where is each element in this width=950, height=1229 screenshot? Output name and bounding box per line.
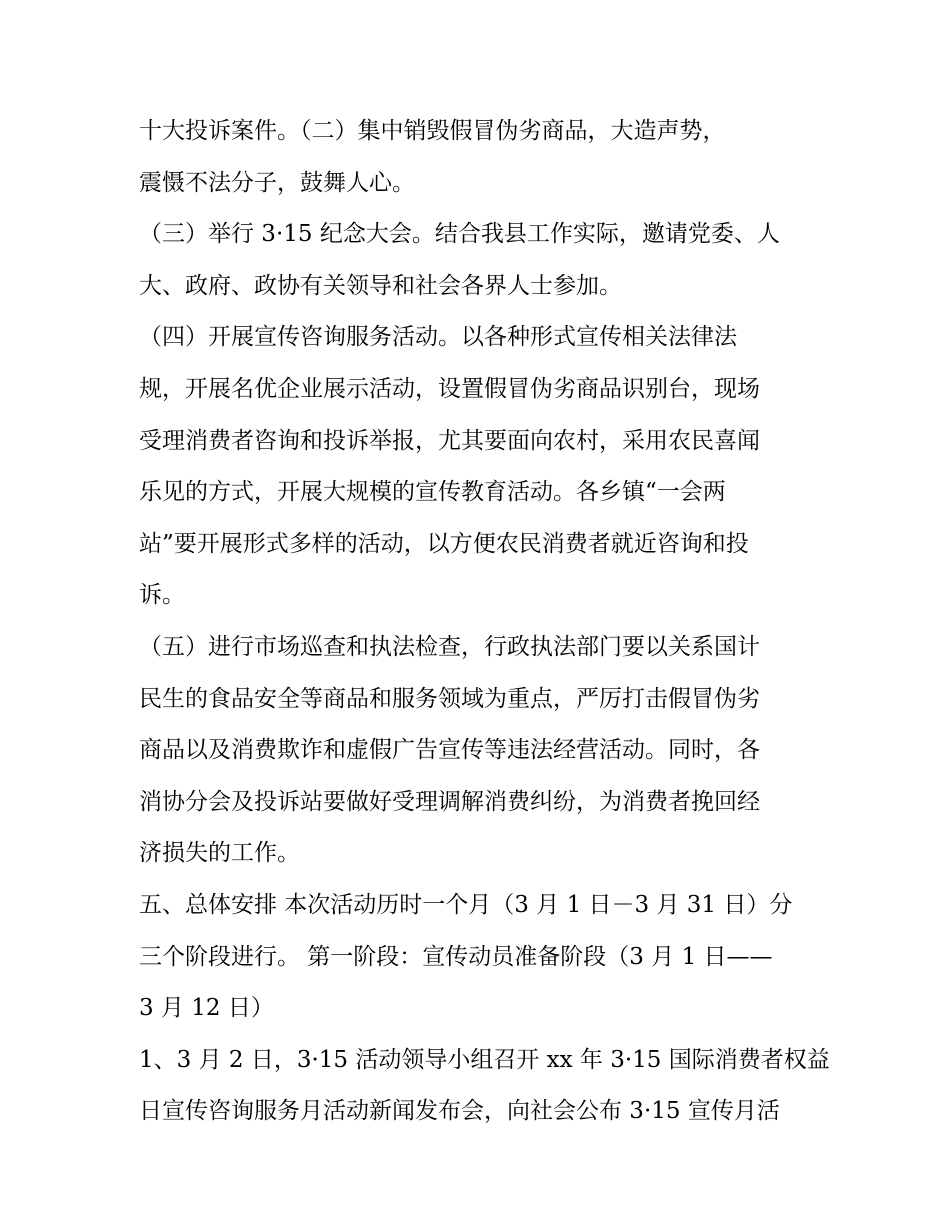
text-line: 规，开展名优企业展示活动，设置假冒伪劣商品识别台，现场: [139, 375, 760, 402]
text-line: 日宣传咨询服务月活动新闻发布会，向社会公布 3·15 宣传月活: [139, 1098, 780, 1125]
text-line: （四）开展宣传咨询服务活动。以各种形式宣传相关法律法: [139, 324, 737, 351]
text-line: 五、总体安排 本次活动历时一个月（3 月 1 日－3 月 31 日）分: [139, 891, 793, 918]
text-line: 大、政府、政协有关领导和社会各界人士参加。: [139, 272, 622, 299]
text-line: 诉。: [139, 582, 185, 609]
text-line: 站”要开展形式多样的活动，以方便农民消费者就近咨询和投: [139, 530, 749, 557]
document-body: [139, 109, 829, 1141]
text-line: 济损失的工作。: [139, 840, 300, 867]
text-line: 乐见的方式，开展大规模的宣传教育活动。各乡镇“一会两: [139, 479, 726, 506]
text-line: 受理消费者咨询和投诉举报，尤其要面向农村，采用农民喜闻: [139, 427, 760, 454]
text-line: 商品以及消费欺诈和虚假广告宣传等违法经营活动。同时，各: [139, 737, 760, 764]
text-line: 3 月 12 日）: [139, 995, 274, 1022]
text-line: （五）进行市场巡查和执法检查，行政执法部门要以关系国计: [139, 633, 760, 660]
text-line: 三个阶段进行。 第一阶段：宣传动员准备阶段（3 月 1 日——: [139, 943, 773, 970]
text-line: （三）举行 3·15 纪念大会。结合我县工作实际，邀请党委、人: [139, 221, 780, 248]
text-line: 1、3 月 2 日，3·15 活动领导小组召开 xx 年 3·15 国际消费者权益: [139, 1046, 830, 1073]
text-line: 民生的食品安全等商品和服务领域为重点，严厉打击假冒伪劣: [139, 685, 760, 712]
text-line: 震慑不法分子，鼓舞人心。: [139, 169, 415, 196]
text-line: 消协分会及投诉站要做好受理调解消费纠纷，为消费者挽回经: [139, 788, 760, 815]
text-line: 十大投诉案件。（二）集中销毁假冒伪劣商品，大造声势，: [139, 118, 726, 144]
